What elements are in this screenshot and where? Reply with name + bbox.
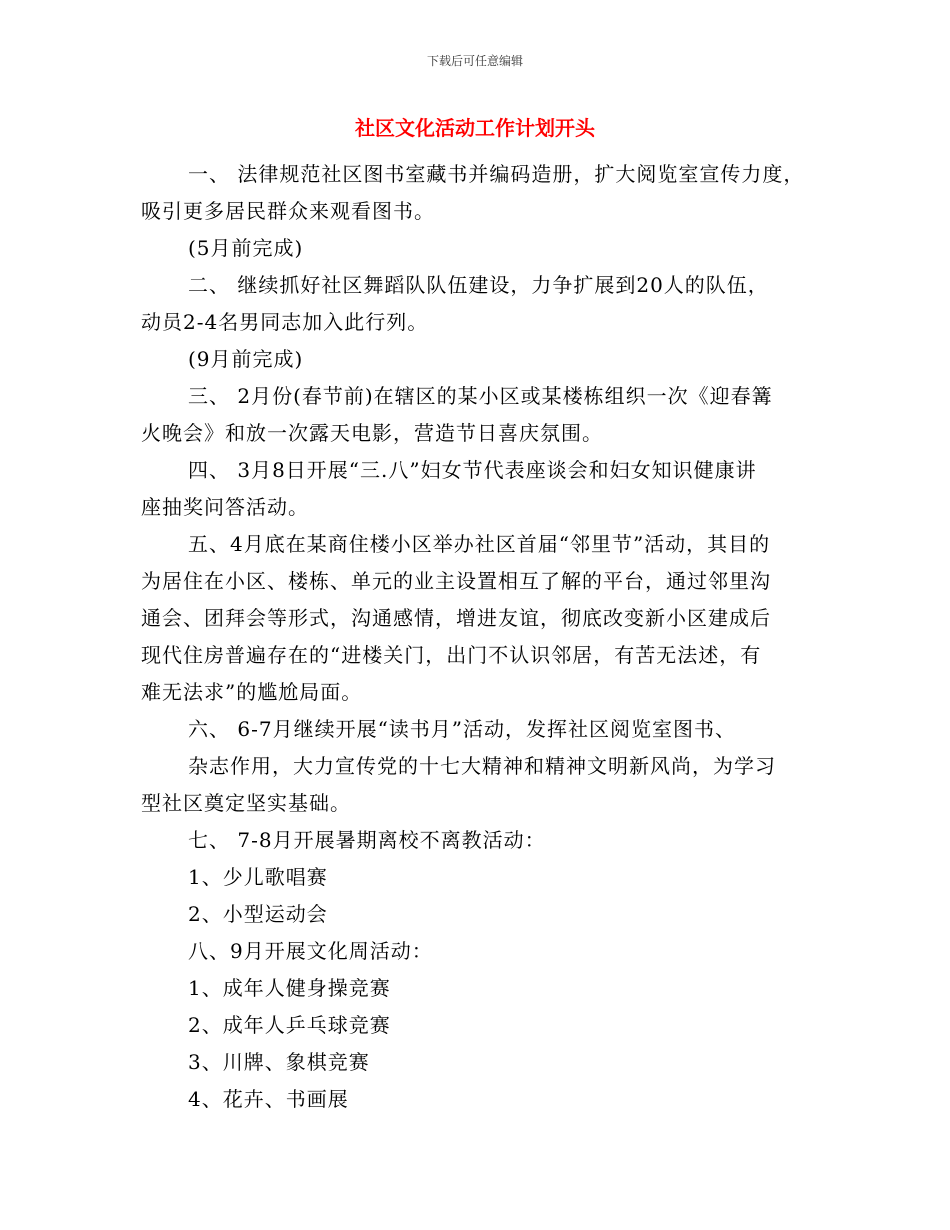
- body-line: 1、少儿歌唱赛: [188, 865, 328, 889]
- body-line: 杂志作用，大力宣传党的十七大精神和精神文明新风尚，为学习: [188, 754, 776, 778]
- body-line: 现代住房普遍存在的“进楼关门，出门不认识邻居，有苦无法述，有: [141, 643, 762, 667]
- header-note: 下载后可任意编辑: [426, 54, 523, 68]
- body-line: 三、 2月份(春节前)在辖区的某小区或某楼栋组织一次《迎春篝: [188, 384, 773, 408]
- body-line: 型社区奠定坚实基础。: [141, 791, 351, 815]
- body-line: 二、 继续抓好社区舞蹈队队伍建设，力争扩展到20人的队伍，: [188, 273, 769, 297]
- body-line: 火晚会》和放一次露天电影，营造节日喜庆氛围。: [141, 421, 603, 445]
- document-title: 社区文化活动工作计划开头: [355, 116, 595, 140]
- body-line: 3、川牌、象棋竞赛: [188, 1050, 370, 1074]
- body-line: 七、 7-8月开展暑期离校不离教活动：: [188, 828, 546, 852]
- body-line: 1、成年人健身操竞赛: [188, 976, 391, 1000]
- body-line: (9月前完成): [188, 347, 304, 371]
- body-line: 通会、团拜会等形式，沟通感情，增进友谊，彻底改变新小区建成后: [141, 606, 771, 630]
- body-line: 座抽奖问答活动。: [141, 495, 309, 519]
- body-line: 吸引更多居民群众来观看图书。: [141, 199, 435, 223]
- body-line: 难无法求”的尴尬局面。: [141, 680, 363, 704]
- body-line: 4、花卉、书画展: [188, 1087, 349, 1111]
- body-line: (5月前完成): [188, 236, 304, 260]
- body-line: 一、 法律规范社区图书室藏书并编码造册，扩大阅览室宣传力度，: [188, 162, 805, 186]
- body-line: 八、9月开展文化周活动：: [188, 939, 433, 963]
- body-line: 2、小型运动会: [188, 902, 328, 926]
- body-line: 六、 6-7月继续开展“读书月”活动，发挥社区阅览室图书、: [188, 717, 737, 741]
- body-line: 为居住在小区、楼栋、单元的业主设置相互了解的平台，通过邻里沟: [141, 569, 771, 593]
- body-line: 四、 3月8日开展“三.八”妇女节代表座谈会和妇女知识健康讲: [188, 458, 757, 482]
- body-line: 五、4月底在某商住楼小区举办社区首届“邻里节”活动，其目的: [188, 532, 771, 556]
- body-line: 2、成年人乒乓球竞赛: [188, 1013, 391, 1037]
- body-line: 动员2-4名男同志加入此行列。: [141, 310, 429, 334]
